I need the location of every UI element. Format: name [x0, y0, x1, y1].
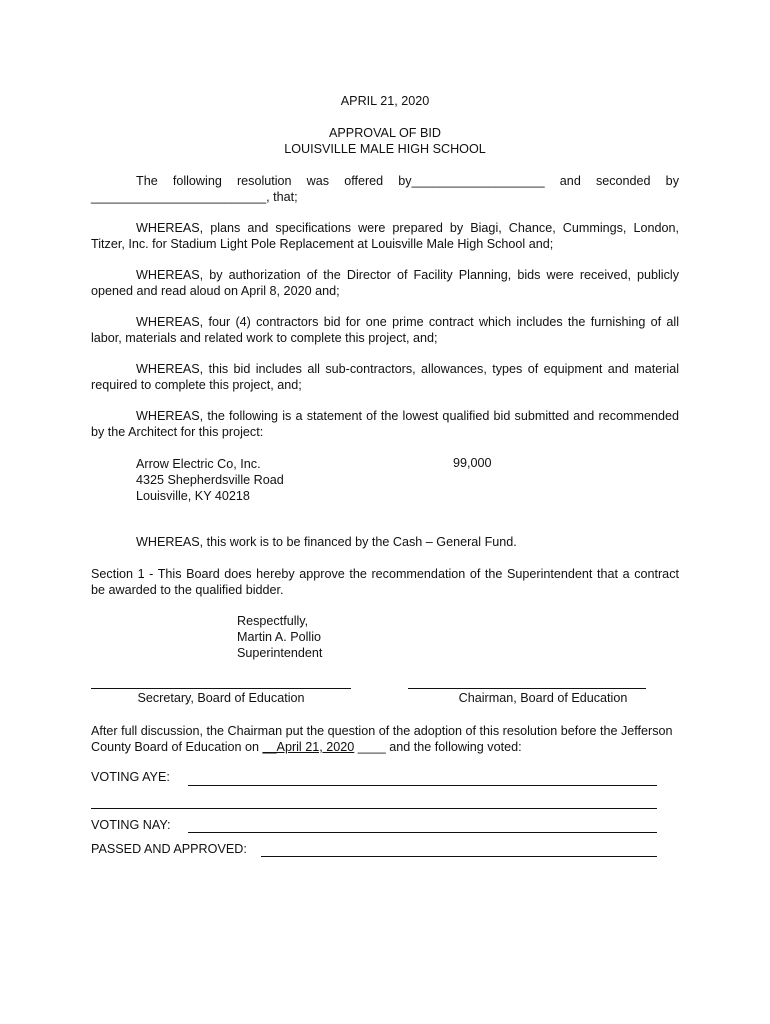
contractors-paragraph: WHEREAS, four (4) contractors bid for one prime contract which includes the furnishing of all labor, materials and related work to complete this project, and;	[91, 315, 679, 345]
voting-aye-line-2	[91, 808, 657, 809]
discussion-text-before: After full discussion, the Chairman put the question of the adoption of this resolution before the Jefferson County Board of Education on	[91, 724, 673, 754]
resolution-offered-paragraph: The following resolution was offered by___________________ and seconded by _________________________, that;	[91, 174, 679, 204]
bid-contractor-block	[136, 456, 679, 504]
closing-text: Respectfully,	[237, 614, 309, 628]
secretary-label: Secretary, Board of Education	[137, 691, 305, 705]
financing-paragraph: WHEREAS, this work is to be financed by the Cash – General Fund.	[136, 535, 517, 549]
document-title: APPROVAL OF BID	[329, 126, 441, 140]
contractor-address-line2: Louisville, KY 40218	[136, 489, 250, 503]
passed-approved-label: PASSED AND APPROVED:	[91, 842, 247, 856]
voting-aye-label: VOTING AYE:	[91, 770, 170, 784]
bid-amount: 99,000	[453, 456, 492, 470]
authorization-paragraph: WHEREAS, by authorization of the Director of Facility Planning, bids were received, publicly opened and read aloud on April 8, 2020 and;	[91, 268, 679, 298]
voting-aye-line	[188, 785, 657, 786]
plans-paragraph: WHEREAS, plans and specifications were prepared by Biagi, Chance, Cummings, London, Titzer, Inc. for Stadium Light Pole Replacement at Louisville Male High School and;	[91, 221, 679, 251]
voting-nay-line	[188, 832, 657, 833]
superintendent-title: Superintendent	[237, 646, 323, 660]
section-1-paragraph: Section 1 - This Board does hereby approve the recommendation of the Superintendent that a contract be awarded to the qualified bidder.	[91, 567, 679, 597]
discussion-date: __April 21, 2020	[262, 740, 355, 754]
chairman-signature-line	[408, 688, 646, 689]
voting-nay-label: VOTING NAY:	[91, 818, 171, 832]
document-date: APRIL 21, 2020	[340, 94, 430, 108]
school-name: LOUISVILLE MALE HIGH SCHOOL	[284, 142, 486, 156]
discussion-text-after: ____ and the following voted:	[357, 740, 522, 754]
passed-approved-line	[261, 856, 657, 857]
contractor-address-line1: 4325 Shepherdsville Road	[136, 473, 284, 487]
superintendent-signature-block	[237, 613, 322, 661]
secretary-signature-line	[91, 688, 351, 689]
document-page	[91, 0, 679, 1024]
lowest-bid-paragraph: WHEREAS, the following is a statement of the lowest qualified bid submitted and recommended by the Architect for this project:	[91, 409, 679, 439]
subcontractors-paragraph: WHEREAS, this bid includes all sub-contractors, allowances, types of equipment and material required to complete this project, and;	[91, 362, 679, 392]
contractor-name: Arrow Electric Co, Inc.	[136, 457, 261, 471]
discussion-paragraph	[91, 723, 679, 755]
superintendent-name: Martin A. Pollio	[237, 630, 321, 644]
chairman-label: Chairman, Board of Education	[458, 691, 628, 705]
